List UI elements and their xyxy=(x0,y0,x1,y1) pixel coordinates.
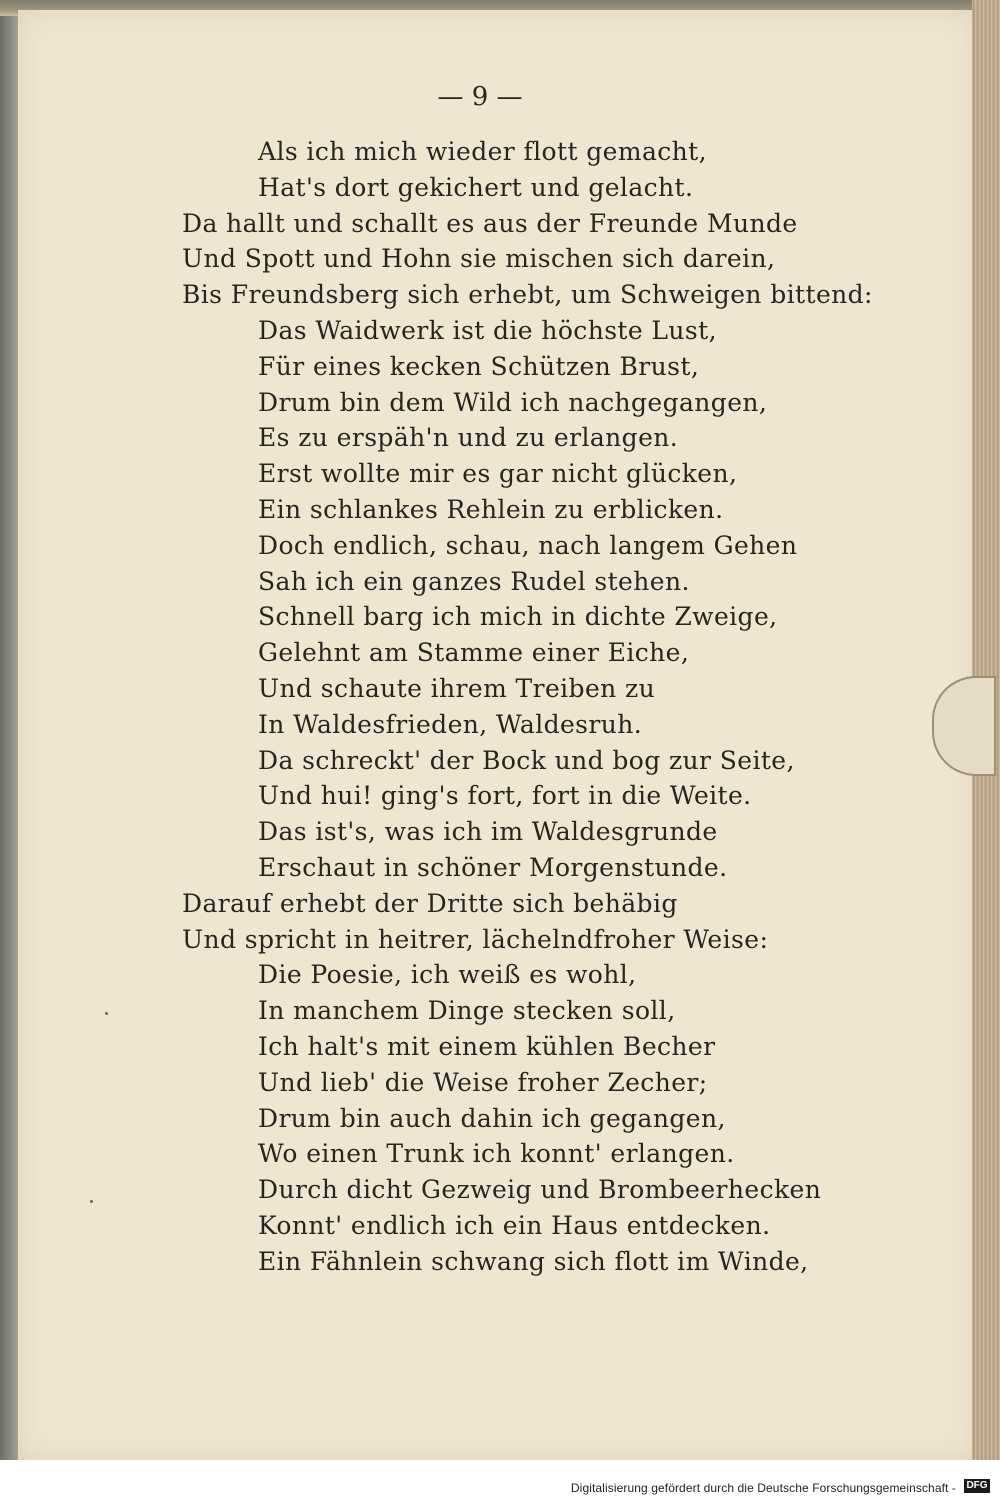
poem-line: Es zu erspäh'n und zu erlangen. xyxy=(258,423,679,453)
poem-line: Doch endlich, schau, nach langem Gehen xyxy=(258,530,798,560)
poem-line: Und Spott und Hohn sie mischen sich darein, xyxy=(182,244,776,274)
poem-line: Bis Freundsberg sich erhebt, um Schweigen bittend: xyxy=(182,280,873,310)
poem-line: Da hallt und schallt es aus der Freunde Munde xyxy=(182,208,798,238)
poem-line: Drum bin dem Wild ich nachgegangen, xyxy=(258,387,768,417)
poem-line: Da schreckt' der Bock und bog zur Seite, xyxy=(258,745,795,775)
dfg-logo: DFG xyxy=(964,1479,990,1493)
poem-line: Und spricht in heitrer, lächelndfroher Weise: xyxy=(182,924,769,954)
poem-line: Und lieb' die Weise froher Zecher; xyxy=(258,1067,708,1097)
poem-line: Drum bin auch dahin ich gegangen, xyxy=(258,1103,726,1133)
poem-line: Wo einen Trunk ich konnt' erlangen. xyxy=(258,1139,735,1169)
poem-line: Und hui! ging's fort, fort in die Weite. xyxy=(258,781,752,811)
poem-line: Darauf erhebt der Dritte sich behäbig xyxy=(182,888,678,918)
page-number: — 9 — xyxy=(437,82,523,112)
poem-line: In Waldesfrieden, Waldesruh. xyxy=(258,709,643,739)
poem-line: Als ich mich wieder flott gemacht, xyxy=(258,137,707,166)
poem-line: Erst wollte mir es gar nicht glücken, xyxy=(258,459,738,489)
poem-line: Und schaute ihrem Treiben zu xyxy=(258,674,656,703)
poem-line: Ein Fähnlein schwang sich flott im Winde, xyxy=(258,1246,809,1276)
paper-speck xyxy=(105,1012,108,1015)
poem-line: Ich halt's mit einem kühlen Becher xyxy=(258,1032,716,1061)
poem-line: Durch dicht Gezweig und Brombeerhecken xyxy=(258,1175,822,1205)
poem-line: Hat's dort gekichert und gelacht. xyxy=(258,172,694,202)
poem-line: Erschaut in schöner Morgenstunde. xyxy=(258,853,728,882)
paper-speck xyxy=(90,1200,93,1203)
poem-line: In manchem Dinge stecken soll, xyxy=(258,996,676,1026)
poem-line: Sah ich ein ganzes Rudel stehen. xyxy=(258,566,690,596)
poem-line: Konnt' endlich ich ein Haus entdecken. xyxy=(258,1211,771,1240)
poem-line: Für eines kecken Schützen Brust, xyxy=(258,351,700,381)
poem-line: Schnell barg ich mich in dichte Zweige, xyxy=(258,602,778,632)
poem-line: Das Waidwerk ist die höchste Lust, xyxy=(258,316,717,345)
poem-line: Gelehnt am Stamme einer Eiche, xyxy=(258,638,690,668)
footer-credit: Digitalisierung gefördert durch die Deutsche Forschungsgemeinschaft - xyxy=(570,1481,956,1495)
poem-line: Die Poesie, ich weiß es wohl, xyxy=(258,960,637,990)
poem-line: Ein schlankes Rehlein zu erblicken. xyxy=(258,495,724,524)
poem-line: Das ist's, was ich im Waldesgrunde xyxy=(258,817,718,847)
